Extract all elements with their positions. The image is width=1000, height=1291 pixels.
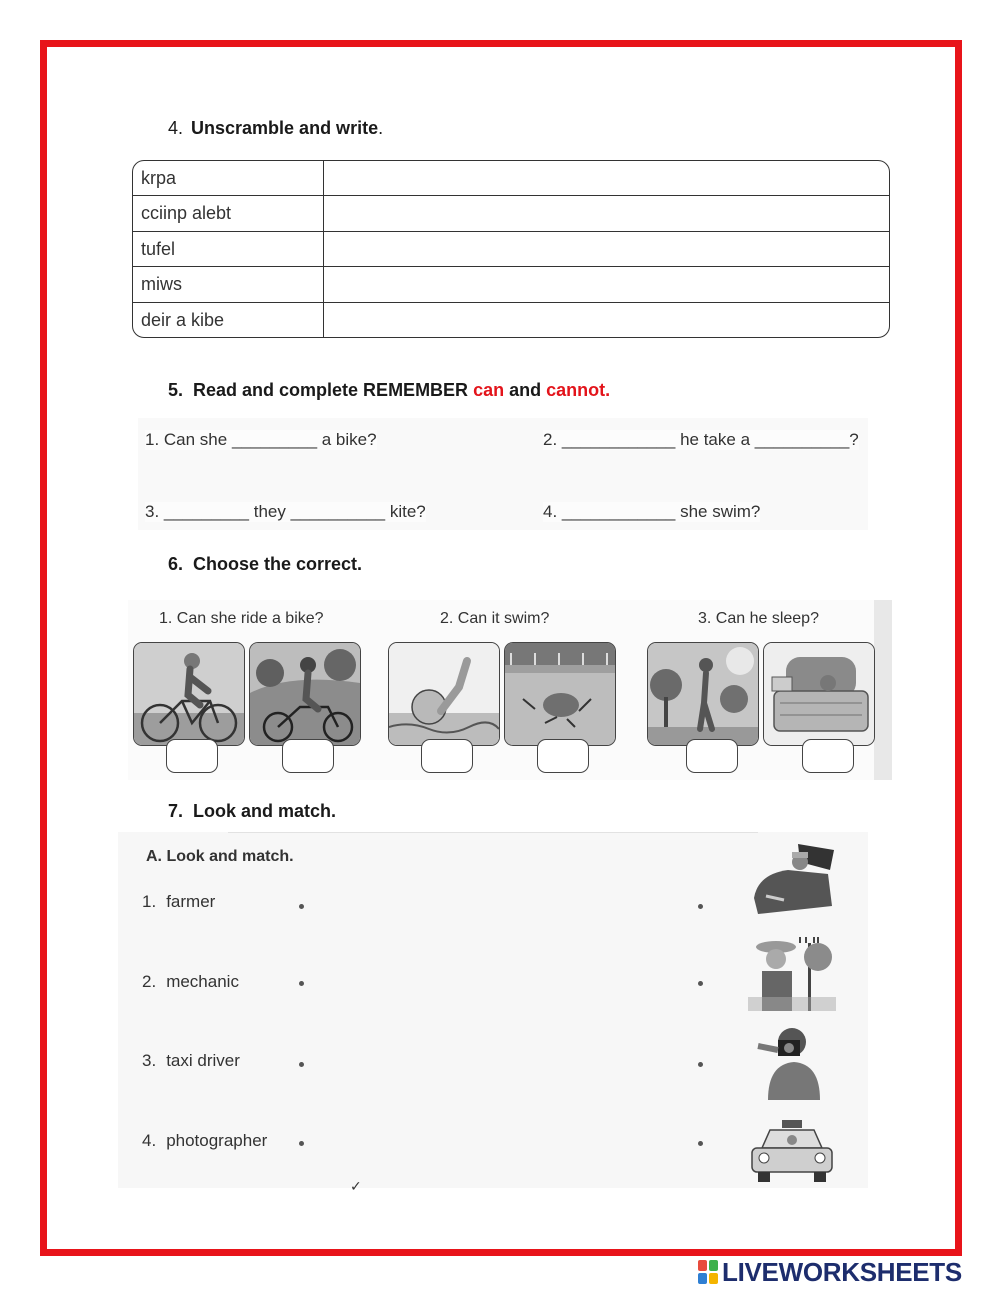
match-dot-left[interactable] [299,1062,304,1067]
word-cannot: cannot. [546,380,611,400]
item-label: mechanic [166,972,239,991]
logo-text: LIVEWORKSHEETS [722,1256,962,1287]
sentence-1[interactable]: 1. Can she _________ a bike? [145,430,377,449]
answer-box[interactable] [166,739,218,773]
table-row [133,161,889,196]
table-row [133,196,889,231]
answer-box[interactable] [282,739,334,773]
section-7-heading [168,801,336,822]
answer-box[interactable] [421,739,473,773]
logo-tile [698,1273,707,1284]
item-number: 1. [142,892,157,911]
table-row [133,303,889,337]
scrambled-word: cciinp alebt [133,196,324,230]
scrambled-word: deir a kibe [133,303,324,337]
answer-field[interactable] [324,267,889,301]
word-and: and [504,380,547,400]
boy-riding-bike-image [133,642,245,746]
girl-riding-bike-image [249,642,361,746]
table-row [133,267,889,302]
section-5-heading [168,380,610,401]
match-dot-left[interactable] [299,904,304,909]
section-4-title: Unscramble and write [191,118,379,138]
match-item-photographer [142,1131,267,1151]
match-dot-right[interactable] [698,1062,703,1067]
section-7-title: Look and match. [193,801,337,821]
panel-divider [228,832,758,833]
section-6-heading [168,554,362,575]
logo-tile [698,1260,707,1271]
scrambled-word: miws [133,267,324,301]
section-5-number: 5. [168,380,184,400]
answer-box[interactable] [686,739,738,773]
item-number: 3. [142,1051,157,1070]
scrambled-word: krpa [133,161,324,195]
photographer-with-camera-image [748,1026,836,1100]
answer-field[interactable] [324,303,889,337]
section-4-period: . [378,118,384,138]
match-dot-right[interactable] [698,1141,703,1146]
section-6-title: Choose the correct. [193,554,363,574]
logo-tile [709,1273,718,1284]
match-panel-title: A. Look and match. [146,848,294,865]
section-6-number: 6. [168,554,184,574]
match-item-farmer [142,892,215,912]
fish-in-pool-image [504,642,616,746]
item-label: taxi driver [166,1051,240,1070]
match-dot-right[interactable] [698,904,703,909]
item-label: farmer [166,892,216,911]
answer-field[interactable] [324,232,889,266]
liveworksheets-logo [698,1256,962,1288]
sentence-3[interactable]: 3. _________ they __________ kite? [145,502,426,521]
match-dot-right[interactable] [698,981,703,986]
table-row [133,232,889,267]
match-item-mechanic [142,972,239,992]
sentence-2[interactable]: 2. ____________ he take a __________? [543,430,859,449]
question-2: 2. Can it swim? [440,610,550,627]
sentence-4[interactable]: 4. ____________ she swim? [543,502,761,521]
answer-box[interactable] [537,739,589,773]
logo-tile [709,1260,718,1271]
match-item-taxi-driver [142,1051,240,1071]
mechanic-under-car-image [748,840,836,914]
question-3: 3. Can he sleep? [698,610,819,627]
strip-edge [874,600,892,780]
answer-box[interactable] [802,739,854,773]
section-7-number: 7. [168,801,184,821]
farmer-with-pitchfork-image [748,937,836,1011]
match-dot-left[interactable] [299,1141,304,1146]
scrambled-word: tufel [133,232,324,266]
section-5-title: Read and complete REMEMBER [193,380,474,400]
question-1: 1. Can she ride a bike? [159,610,324,627]
item-number: 2. [142,972,157,991]
section-4-number: 4. [168,118,184,138]
item-label: photographer [166,1131,268,1150]
logo-mark-icon [698,1260,718,1284]
item-number: 4. [142,1131,157,1150]
man-walking-in-park-image [647,642,759,746]
section-4-heading [168,118,383,139]
taxi-car-image [748,1114,836,1188]
boy-sleeping-in-bed-image [763,642,875,746]
answer-field[interactable] [324,196,889,230]
match-dot-left[interactable] [299,981,304,986]
unscramble-table [132,160,890,338]
word-can: can [473,380,505,400]
answer-field[interactable] [324,161,889,195]
stray-mark: ✓ [350,1178,362,1194]
boy-swimming-image [388,642,500,746]
